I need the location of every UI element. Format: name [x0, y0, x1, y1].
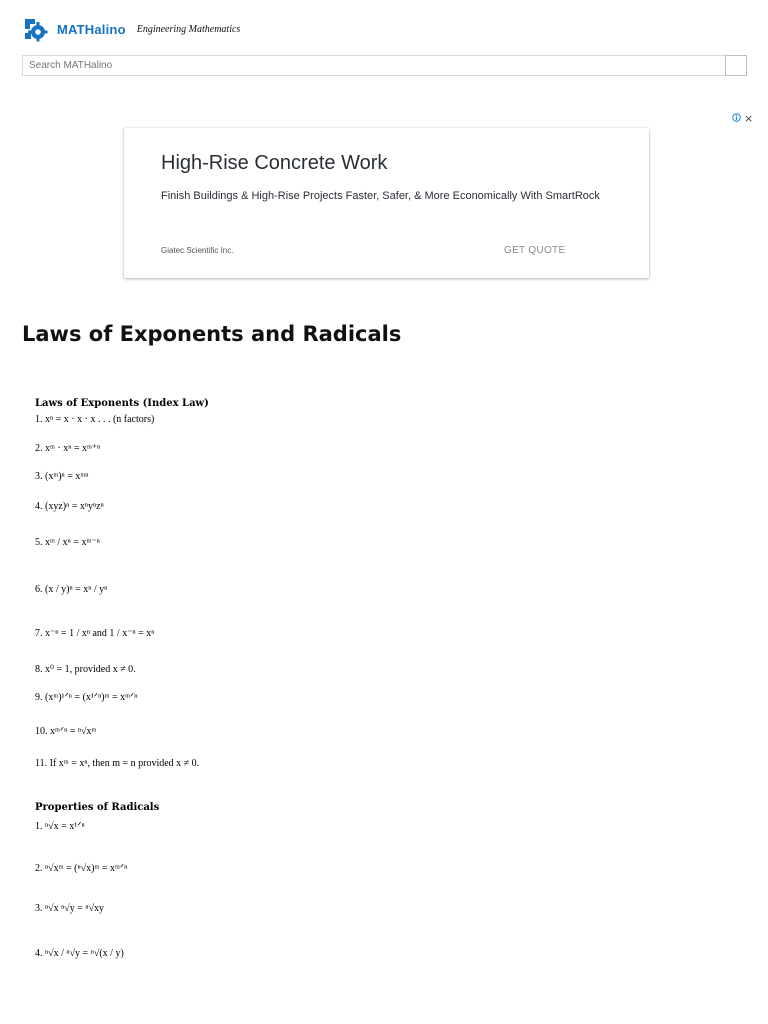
radicals-heading: Properties of Radicals: [35, 802, 160, 813]
law-formula: x⁰ = 1, provided x ≠ 0.: [45, 664, 136, 675]
law-number: 1.: [35, 821, 43, 832]
search-bar: [22, 55, 747, 76]
search-button[interactable]: [725, 55, 747, 76]
ad-advertiser: Giatec Scientific Inc.: [161, 246, 234, 255]
law-number: 10.: [35, 726, 48, 737]
law-number: 3.: [35, 471, 43, 482]
exponent-law-7: [35, 628, 154, 639]
law-number: 11.: [35, 758, 48, 769]
ad-choices[interactable]: [732, 112, 753, 125]
exponent-law-3: [35, 471, 88, 482]
law-formula: xᵐᐟⁿ = ⁿ√xᵐ: [50, 726, 97, 737]
law-formula: ⁿ√x ⁿ√y = ⁿ√xy: [45, 903, 105, 914]
ad-title[interactable]: High-Rise Concrete Work: [161, 152, 388, 174]
exponent-law-1: [35, 414, 154, 425]
page-title: Laws of Exponents and Radicals: [22, 322, 402, 346]
exponent-law-9: [35, 692, 137, 703]
exponent-law-6: [35, 584, 107, 595]
ad-description: Finish Buildings & High-Rise Projects Faster, Safer, & More Economically With SmartRock: [161, 190, 600, 202]
ad-card[interactable]: [124, 128, 649, 278]
radical-property-2: [35, 863, 127, 874]
law-number: 8.: [35, 664, 43, 675]
exponent-law-4: [35, 501, 104, 512]
law-formula: xⁿ = x · x · x . . . (n factors): [45, 414, 155, 425]
law-formula: xᵐ / xⁿ = xᵐ⁻ⁿ: [45, 537, 100, 548]
site-brand-link[interactable]: MATHalino: [57, 21, 126, 37]
exponent-law-11: [35, 758, 199, 769]
law-number: 9.: [35, 692, 43, 703]
exponent-law-10: [35, 726, 96, 737]
law-number: 4.: [35, 501, 43, 512]
law-number: 4.: [35, 948, 43, 959]
law-number: 2.: [35, 863, 43, 874]
law-number: 3.: [35, 903, 43, 914]
ad-cta-button[interactable]: GET QUOTE: [504, 245, 566, 256]
law-number: 1.: [35, 414, 43, 425]
exponent-law-5: [35, 537, 100, 548]
law-formula: ⁿ√x / ⁿ√y = ⁿ√(x / y): [45, 948, 124, 959]
law-formula: (xᵐ)¹ᐟⁿ = (x¹ᐟⁿ)ᵐ = xᵐᐟⁿ: [45, 692, 138, 703]
law-formula: (xᵐ)ⁿ = xᵐⁿ: [45, 471, 89, 482]
gear-logo-icon[interactable]: [22, 16, 48, 42]
site-tagline: Engineering Mathematics: [136, 23, 241, 35]
law-number: 6.: [35, 584, 43, 595]
law-number: 2.: [35, 443, 43, 454]
law-formula: If xᵐ = xⁿ, then m = n provided x ≠ 0.: [49, 758, 200, 769]
adchoices-icon[interactable]: [732, 113, 741, 125]
close-ad-icon[interactable]: ×: [744, 112, 754, 125]
exponent-law-2: [35, 443, 100, 454]
site-header: [22, 14, 240, 44]
radical-property-1: [35, 821, 85, 832]
search-input[interactable]: [22, 55, 725, 76]
law-formula: (xyz)ⁿ = xⁿyⁿzⁿ: [45, 501, 104, 512]
law-formula: (x / y)ⁿ = xⁿ / yⁿ: [45, 584, 108, 595]
law-formula: ⁿ√x = x¹ᐟⁿ: [45, 821, 85, 832]
law-formula: ⁿ√xᵐ = (ⁿ√x)ᵐ = xᵐᐟⁿ: [45, 863, 128, 874]
radical-property-3: [35, 903, 104, 914]
radical-property-4: [35, 948, 124, 959]
exponents-heading: Laws of Exponents (Index Law): [35, 398, 209, 409]
law-number: 7.: [35, 628, 43, 639]
exponent-law-8: [35, 664, 136, 675]
law-formula: x⁻ⁿ = 1 / xⁿ and 1 / x⁻ⁿ = xⁿ: [45, 628, 155, 639]
law-formula: xᵐ · xⁿ = xᵐ⁺ⁿ: [45, 443, 101, 454]
law-number: 5.: [35, 537, 43, 548]
